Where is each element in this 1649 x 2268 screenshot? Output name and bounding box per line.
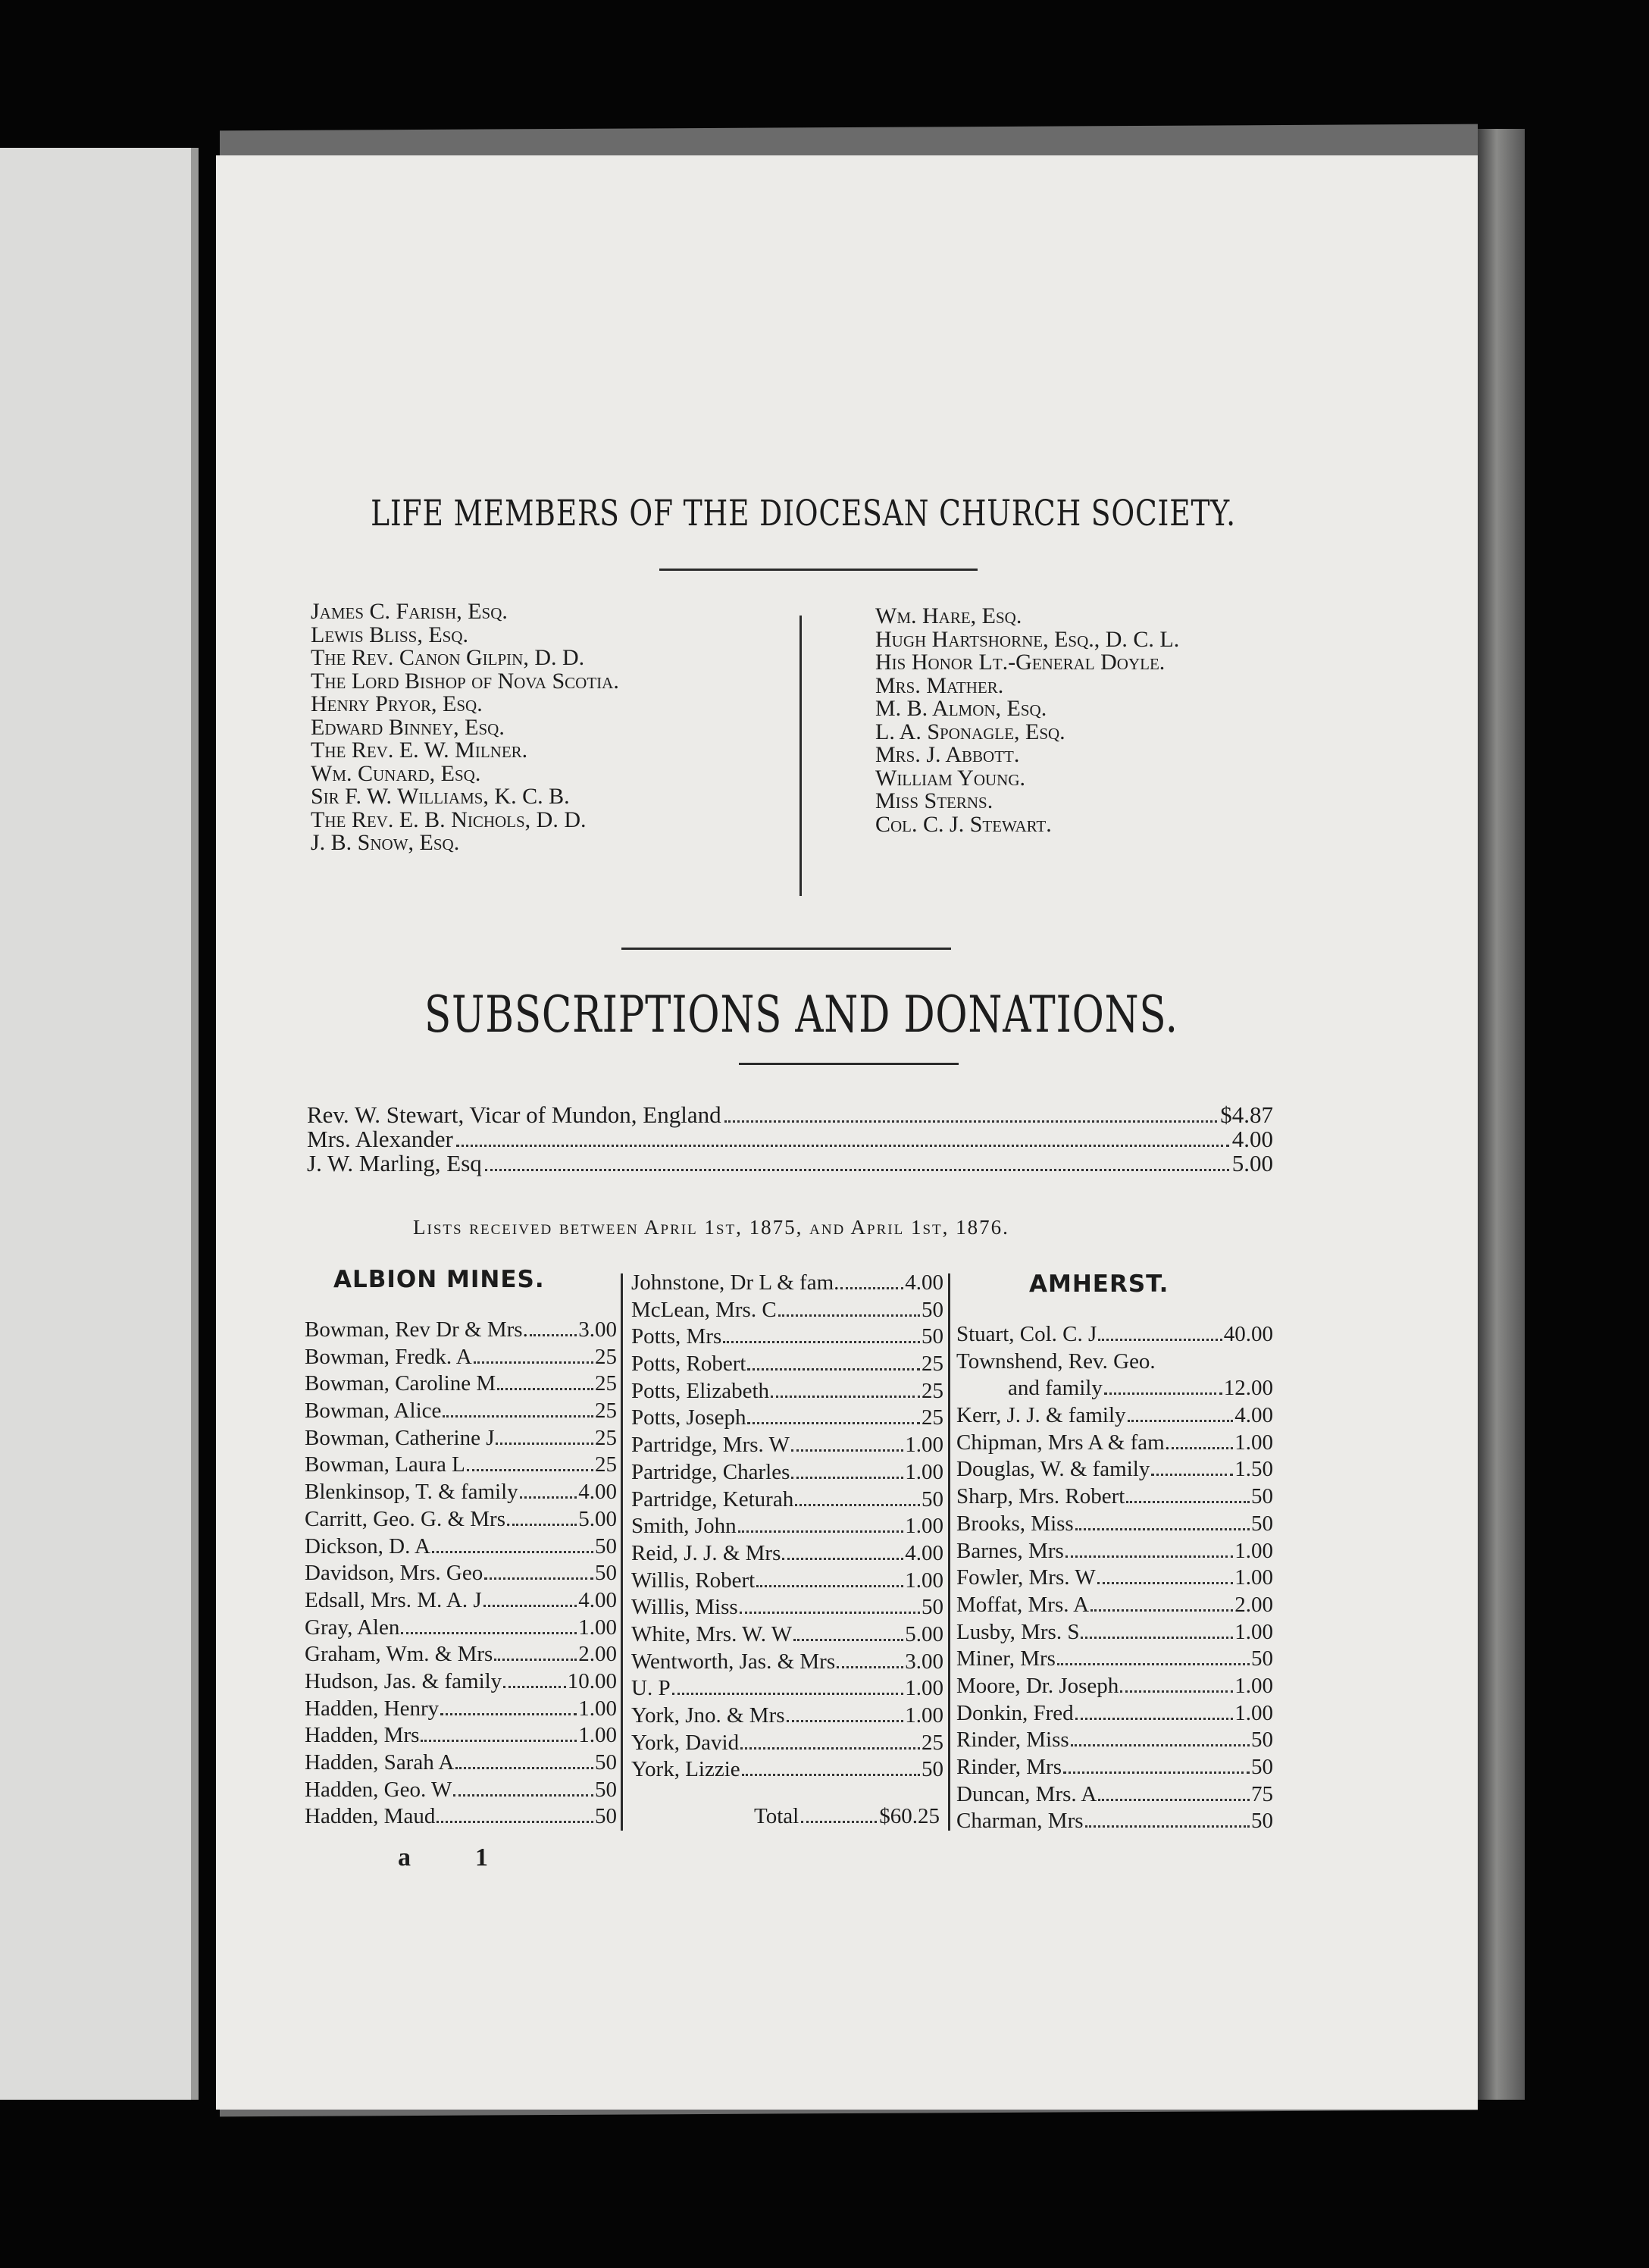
life-member-name: Henry Pryor, Esq. (311, 691, 483, 716)
subscriber-entry (305, 1371, 617, 1398)
leader-dots (1081, 1622, 1233, 1639)
leader-dots (791, 1462, 903, 1479)
leader-dots (840, 1273, 903, 1289)
subscriber-entry (631, 1432, 943, 1459)
leader-dots (723, 1327, 920, 1343)
leader-dots (483, 1590, 577, 1607)
subscriber-name: Hadden, Henry (305, 1696, 440, 1721)
donation-row (307, 1103, 1273, 1127)
subscriber-name: Partridge, Charles (631, 1459, 790, 1484)
subscriber-entry (956, 1375, 1273, 1402)
subscriber-entry (631, 1297, 943, 1324)
leader-dots (740, 1733, 920, 1750)
life-member-name: L. A. Sponagle, Esq. (875, 719, 1065, 744)
total-label: Total (754, 1804, 799, 1828)
subscriber-amount: 1.00 (578, 1696, 617, 1721)
leader-dots (1075, 1514, 1250, 1530)
leader-dots (1128, 1405, 1234, 1422)
subscriber-entry (631, 1486, 943, 1514)
subscriber-amount: 4.00 (905, 1270, 943, 1295)
subscriber-name: Bowman, Catherine J (305, 1425, 495, 1450)
subscriber-amount: 5.00 (905, 1621, 943, 1646)
page-stack-edge (1478, 129, 1525, 2100)
leader-dots (484, 1563, 593, 1580)
leader-dots (724, 1105, 1218, 1123)
donor-name: Rev. W. Stewart, Vicar of Mundon, England (307, 1101, 721, 1128)
subscriber-name: Gray, Alen (305, 1615, 400, 1640)
subscriber-name: Willis, Miss (631, 1595, 738, 1620)
subscriber-entry (631, 1459, 943, 1486)
subscriber-amount: 40.00 (1223, 1322, 1273, 1346)
leader-dots (747, 1354, 920, 1371)
life-member-name: James C. Farish, Esq. (311, 599, 508, 624)
subscriber-entry (631, 1513, 943, 1540)
leader-dots (1097, 1568, 1234, 1584)
leader-dots (793, 1624, 903, 1641)
subscriber-amount: 50 (1251, 1728, 1273, 1753)
subscriber-name: Graham, Wm. & Mrs (305, 1642, 493, 1667)
subscriber-amount: 50 (922, 1757, 943, 1782)
leader-dots (1126, 1486, 1250, 1503)
donation-row (307, 1127, 1273, 1151)
rule-under-subscriptions (739, 1063, 959, 1065)
subscriber-entry (305, 1425, 617, 1452)
subscriber-amount: 50 (595, 1533, 617, 1558)
subscriber-amount: 50 (595, 1750, 617, 1775)
subscriber-name: McLean, Mrs. C (631, 1297, 777, 1322)
subscriber-entry (305, 1479, 617, 1506)
subscriber-amount: 1.00 (905, 1568, 943, 1593)
life-member-name: J. B. Snow, Esq. (311, 830, 460, 855)
subscriber-name: Bowman, Laura L (305, 1452, 465, 1477)
subscriber-entry (631, 1270, 943, 1297)
lists-received-title: Lists received between April 1st, 1875, and April 1st, 1876. (413, 1216, 1009, 1239)
leader-dots (1098, 1784, 1250, 1801)
leader-dots (747, 1408, 920, 1424)
subscriber-name: Hadden, Mrs (305, 1723, 420, 1748)
leader-dots (672, 1678, 904, 1695)
subscriber-entry (631, 1378, 943, 1405)
subscriber-name: Reid, J. J. & Mrs (631, 1540, 781, 1565)
subscriber-entry (956, 1321, 1273, 1349)
leader-dots (485, 1154, 1229, 1171)
subscriber-name: Potts, Robert (631, 1352, 746, 1377)
donor-name: J. W. Marling, Esq (307, 1150, 482, 1176)
subscriber-name: Lusby, Mrs. S (956, 1619, 1080, 1644)
subscriber-name: Barnes, Mrs (956, 1538, 1064, 1563)
subscriber-entry (305, 1722, 617, 1750)
subscriber-entry (956, 1808, 1273, 1835)
subscriber-entry (956, 1430, 1273, 1457)
leader-dots (440, 1699, 577, 1715)
leader-dots (778, 1300, 920, 1317)
subscriber-entry (631, 1730, 943, 1757)
life-member-name: The Rev. Canon Gilpin, D. D. (311, 645, 585, 670)
subscriber-amount: 25 (595, 1452, 617, 1477)
amherst-entries (956, 1321, 1273, 1835)
life-member-name: Miss Sterns. (875, 788, 993, 813)
amherst-heading: AMHERST. (1029, 1270, 1169, 1298)
subscriber-amount: 4.00 (905, 1540, 943, 1565)
subscriber-entry (956, 1673, 1273, 1700)
subscriber-entry (305, 1344, 617, 1371)
subscriber-entry (305, 1777, 617, 1804)
subscriber-name: Bowman, Rev Dr & Mrs. (305, 1317, 528, 1342)
subscriber-name: Sharp, Mrs. Robert (956, 1484, 1125, 1509)
subscriber-name: Hadden, Maud (305, 1804, 436, 1829)
subscriber-entry (305, 1641, 617, 1668)
subscriber-entry (956, 1565, 1273, 1592)
subscriber-amount: 10.00 (567, 1668, 617, 1693)
subscriber-amount: 1.00 (905, 1433, 943, 1458)
subscriber-amount: 1.00 (1234, 1430, 1273, 1455)
subscriber-entry (631, 1568, 943, 1595)
life-members-title: LIFE MEMBERS OF THE DIOCESAN CHURCH SOCIETY. (371, 493, 1236, 534)
subscriber-amount: 50 (922, 1595, 943, 1620)
subscriber-name: Johnstone, Dr L & fam. (631, 1270, 840, 1295)
leader-dots (436, 1806, 593, 1823)
subscriber-amount: 1.00 (905, 1676, 943, 1701)
subscriber-entry (956, 1781, 1273, 1809)
subscriber-amount: 1.00 (905, 1703, 943, 1728)
subscriber-name: U. P (631, 1676, 671, 1701)
subscriber-name: Potts, Elizabeth (631, 1378, 770, 1403)
subscriber-entry (956, 1592, 1273, 1619)
subscriber-name: York, Jno. & Mrs (631, 1703, 785, 1728)
subscriber-amount: 50 (1251, 1484, 1273, 1509)
life-member-name: The Rev. E. B. Nichols, D. D. (311, 807, 587, 832)
life-members-divider (799, 616, 802, 896)
leader-dots (1085, 1811, 1250, 1828)
life-member-name: Wm. Cunard, Esq. (311, 760, 481, 786)
donation-amount: 5.00 (1231, 1150, 1273, 1176)
leader-dots (1065, 1541, 1233, 1558)
subscriber-amount: 3.00 (905, 1649, 943, 1674)
subscriber-entry (956, 1511, 1273, 1538)
leader-dots (456, 1129, 1229, 1147)
column-divider-2 (948, 1273, 950, 1831)
subscriber-amount: 50 (922, 1324, 943, 1349)
subscriber-name: Douglas, W. & family (956, 1457, 1150, 1482)
life-member-name: M. B. Almon, Esq. (875, 696, 1047, 721)
leader-dots (443, 1401, 593, 1418)
life-member-name: Wm. Hare, Esq. (875, 603, 1022, 628)
subscriber-entry (305, 1803, 617, 1831)
leader-dots (837, 1652, 903, 1668)
subscriber-entry (305, 1506, 617, 1533)
subscriber-amount: 75 (1251, 1781, 1273, 1806)
subscriber-entry (631, 1675, 943, 1703)
life-member-name: The Rev. E. W. Milner. (311, 738, 528, 763)
life-member-name: Lewis Bliss, Esq. (311, 622, 469, 647)
subscriber-name: Moore, Dr. Joseph (956, 1673, 1119, 1698)
life-members-right-list (875, 605, 1179, 836)
subscriber-amount: 2.00 (578, 1642, 617, 1667)
subscriber-amount: 1.00 (1234, 1538, 1273, 1563)
subscriber-amount: 12.00 (1223, 1376, 1273, 1401)
subscriber-amount: 50 (595, 1804, 617, 1829)
subscriber-name: Smith, John (631, 1514, 737, 1539)
subscriber-amount: 1.00 (1234, 1700, 1273, 1725)
subscriber-name: Dickson, D. A (305, 1533, 430, 1558)
subscriber-entry (305, 1668, 617, 1696)
subscriber-name: Fowler, Mrs. W (956, 1565, 1096, 1590)
subscriber-entry (305, 1317, 617, 1344)
subscriber-entry (956, 1456, 1273, 1483)
leader-dots (467, 1455, 593, 1471)
subscriber-entry (305, 1398, 617, 1425)
subscriber-entry (631, 1649, 943, 1676)
albion-mines-entries (305, 1317, 617, 1831)
subscriber-name: Kerr, J. J. & family (956, 1403, 1126, 1428)
subscriber-name: Donkin, Fred (956, 1700, 1074, 1725)
subscriber-name: Blenkinsop, T. & family (305, 1480, 518, 1505)
donor-name: Mrs. Alexander (307, 1126, 453, 1152)
leader-dots (1172, 1433, 1233, 1449)
subscriber-entry (305, 1587, 617, 1615)
life-member-name: His Honor Lt.-General Doyle. (875, 650, 1166, 675)
leader-dots (497, 1374, 593, 1390)
subscriber-name: Bowman, Caroline M (305, 1371, 496, 1396)
subscriber-amount: 1.00 (905, 1459, 943, 1484)
subscriber-entry (631, 1324, 943, 1351)
subscriber-amount: 50 (595, 1777, 617, 1802)
leader-dots (1075, 1703, 1234, 1720)
subscriber-name: Stuart, Col. C. J (956, 1322, 1097, 1346)
total-amount: $60.25 (879, 1804, 940, 1828)
subscriber-amount: 4.00 (1234, 1403, 1273, 1428)
subscriber-amount: 50 (1251, 1755, 1273, 1779)
middle-column-total (754, 1804, 940, 1829)
leader-dots (782, 1543, 903, 1560)
subscriber-amount: 5.00 (578, 1506, 617, 1531)
leader-dots (787, 1706, 904, 1722)
subscriber-name: Duncan, Mrs. A (956, 1781, 1097, 1806)
subscriber-entry (631, 1703, 943, 1730)
subscriptions-title: SUBSCRIPTIONS AND DONATIONS. (424, 985, 1178, 1044)
leader-dots (503, 1671, 566, 1688)
total-leader-dots (801, 1806, 877, 1823)
page-number: 1 (475, 1844, 488, 1872)
subscriber-amount: 1.00 (578, 1615, 617, 1640)
life-member-name: Sir F. W. Williams, K. C. B. (311, 784, 570, 809)
leader-dots (494, 1644, 577, 1661)
leader-dots (401, 1618, 577, 1634)
leader-dots (1063, 1757, 1250, 1774)
subscriber-amount: 2.00 (1234, 1592, 1273, 1617)
leader-dots (512, 1509, 577, 1526)
subscriber-amount: 50 (595, 1561, 617, 1586)
subscriber-name: Rinder, Miss (956, 1728, 1069, 1753)
leader-dots (530, 1320, 577, 1336)
leader-dots (496, 1428, 593, 1445)
subscriber-entry (631, 1594, 943, 1621)
donation-amount: 4.00 (1231, 1126, 1273, 1152)
left-page-edge (191, 148, 199, 2100)
subscriber-amount: 25 (922, 1378, 943, 1403)
life-member-name: Mrs. Mather. (875, 672, 1004, 698)
subscriber-name: Miner, Mrs (956, 1646, 1056, 1671)
life-member-name: Hugh Hartshorne, Esq., D. C. L. (875, 626, 1180, 652)
life-member-name: William Young. (875, 765, 1026, 791)
leader-dots (791, 1435, 903, 1452)
life-member-name: Col. C. J. Stewart. (875, 811, 1052, 837)
leader-dots (474, 1347, 593, 1364)
subscriber-amount: 25 (922, 1352, 943, 1377)
subscriber-name: Hudson, Jas. & family (305, 1668, 502, 1693)
subscriber-name: Hadden, Geo. W (305, 1777, 452, 1802)
subscriber-name: Moffat, Mrs. A (956, 1592, 1090, 1617)
column-divider-1 (621, 1273, 623, 1831)
subscriber-entry (305, 1615, 617, 1642)
subscriber-entry (631, 1351, 943, 1378)
signature-mark: a (398, 1844, 411, 1872)
subscriber-name: Rinder, Mrs (956, 1755, 1062, 1779)
subscriber-entry (305, 1750, 617, 1777)
subscriber-entry (631, 1405, 943, 1432)
leader-dots (795, 1490, 920, 1506)
middle-column-entries (631, 1270, 943, 1784)
subscriber-name: Bowman, Alice (305, 1399, 442, 1424)
leader-dots (1151, 1459, 1233, 1476)
leader-dots (771, 1381, 920, 1398)
subscriber-name: Townshend, Rev. Geo. (956, 1349, 1156, 1374)
subscriber-name: and family (1008, 1376, 1103, 1401)
subscriber-amount: 1.00 (1234, 1619, 1273, 1644)
subscriber-name: Partridge, Mrs. W (631, 1433, 790, 1458)
life-member-name: The Lord Bishop of Nova Scotia. (311, 668, 619, 694)
leader-dots (1057, 1649, 1250, 1665)
subscriber-amount: 25 (595, 1425, 617, 1450)
subscriber-amount: 25 (922, 1730, 943, 1755)
leader-dots (520, 1482, 577, 1499)
subscriber-amount: 50 (922, 1297, 943, 1322)
subscriber-amount: 1.00 (1234, 1565, 1273, 1590)
subscriber-entry (956, 1538, 1273, 1565)
subscriber-amount: 50 (922, 1486, 943, 1511)
subscriber-name: White, Mrs. W. W (631, 1621, 793, 1646)
subscriber-entry (956, 1349, 1273, 1376)
subscriber-entry (305, 1452, 617, 1479)
leader-dots (740, 1597, 920, 1614)
subscriber-name: Willis, Robert (631, 1568, 756, 1593)
subscriber-amount: 25 (595, 1371, 617, 1396)
leader-dots (1120, 1676, 1233, 1693)
subscriber-amount: 1.50 (1234, 1457, 1273, 1482)
donation-amount: $4.87 (1220, 1101, 1273, 1128)
subscriber-entry (956, 1754, 1273, 1781)
subscriber-entry (956, 1700, 1273, 1728)
subscriber-name: Partridge, Keturah (631, 1486, 794, 1511)
subscriber-entry (631, 1621, 943, 1649)
donation-row (307, 1151, 1273, 1176)
life-member-name: Edward Binney, Esq. (311, 714, 505, 740)
subscriber-entry (631, 1540, 943, 1568)
subscriber-amount: 1.00 (1234, 1673, 1273, 1698)
subscriber-amount: 50 (1251, 1646, 1273, 1671)
subscriber-amount: 3.00 (578, 1317, 617, 1342)
leader-dots (1090, 1595, 1233, 1612)
subscriber-name: Edsall, Mrs. M. A. J (305, 1587, 482, 1612)
leader-dots (1104, 1378, 1222, 1395)
leader-dots (1071, 1730, 1250, 1746)
subscriber-entry (956, 1646, 1273, 1673)
leader-dots (453, 1780, 593, 1797)
subscriber-name: Bowman, Fredk. A (305, 1344, 472, 1369)
subscriber-entry (305, 1560, 617, 1587)
subscriber-name: Potts, Joseph (631, 1405, 746, 1430)
subscriber-entry (956, 1727, 1273, 1754)
subscriber-amount: 1.00 (905, 1514, 943, 1539)
subscriber-amount: 4.00 (578, 1587, 617, 1612)
subscriber-entry (956, 1619, 1273, 1646)
subscriber-entry (956, 1402, 1273, 1430)
subscriber-name: York, David (631, 1730, 740, 1755)
subscriber-name: Brooks, Miss (956, 1511, 1074, 1536)
subscriber-entry (956, 1483, 1273, 1511)
subscriber-name: Davidson, Mrs. Geo (305, 1561, 483, 1586)
subscriber-name: Carritt, Geo. G. & Mrs. (305, 1506, 512, 1531)
subscriber-amount: 1.00 (578, 1723, 617, 1748)
subscriber-name: Wentworth, Jas. & Mrs (631, 1649, 836, 1674)
leader-dots (421, 1725, 577, 1742)
leader-dots (455, 1753, 593, 1769)
subscriber-amount: 25 (595, 1344, 617, 1369)
subscriber-entry (305, 1533, 617, 1561)
left-facing-page (0, 148, 199, 2100)
subscriber-entry (305, 1696, 617, 1723)
subscriber-amount: 50 (1251, 1809, 1273, 1834)
subscriber-amount: 4.00 (578, 1480, 617, 1505)
subscriber-entry (631, 1756, 943, 1784)
leader-dots (738, 1516, 904, 1533)
albion-mines-heading: ALBION MINES. (333, 1266, 545, 1293)
subscriber-name: Potts, Mrs (631, 1324, 722, 1349)
leader-dots (1098, 1324, 1222, 1341)
leader-dots (432, 1537, 593, 1553)
life-member-name: Mrs. J. Abbott. (875, 742, 1020, 767)
subscriber-name: Hadden, Sarah A (305, 1750, 455, 1775)
subscriber-name: Charman, Mrs (956, 1809, 1084, 1834)
leader-dots (756, 1571, 903, 1587)
leader-dots (742, 1759, 920, 1776)
subscriber-name: Chipman, Mrs A & fam. (956, 1430, 1170, 1455)
subscriber-amount: 25 (922, 1405, 943, 1430)
life-members-left-list (311, 600, 619, 855)
subscriber-amount: 50 (1251, 1511, 1273, 1536)
rule-above-subscriptions (621, 948, 951, 950)
subscriber-amount: 25 (595, 1399, 617, 1424)
subscriber-name: York, Lizzie (631, 1757, 740, 1782)
rule-under-life-title (659, 569, 978, 571)
